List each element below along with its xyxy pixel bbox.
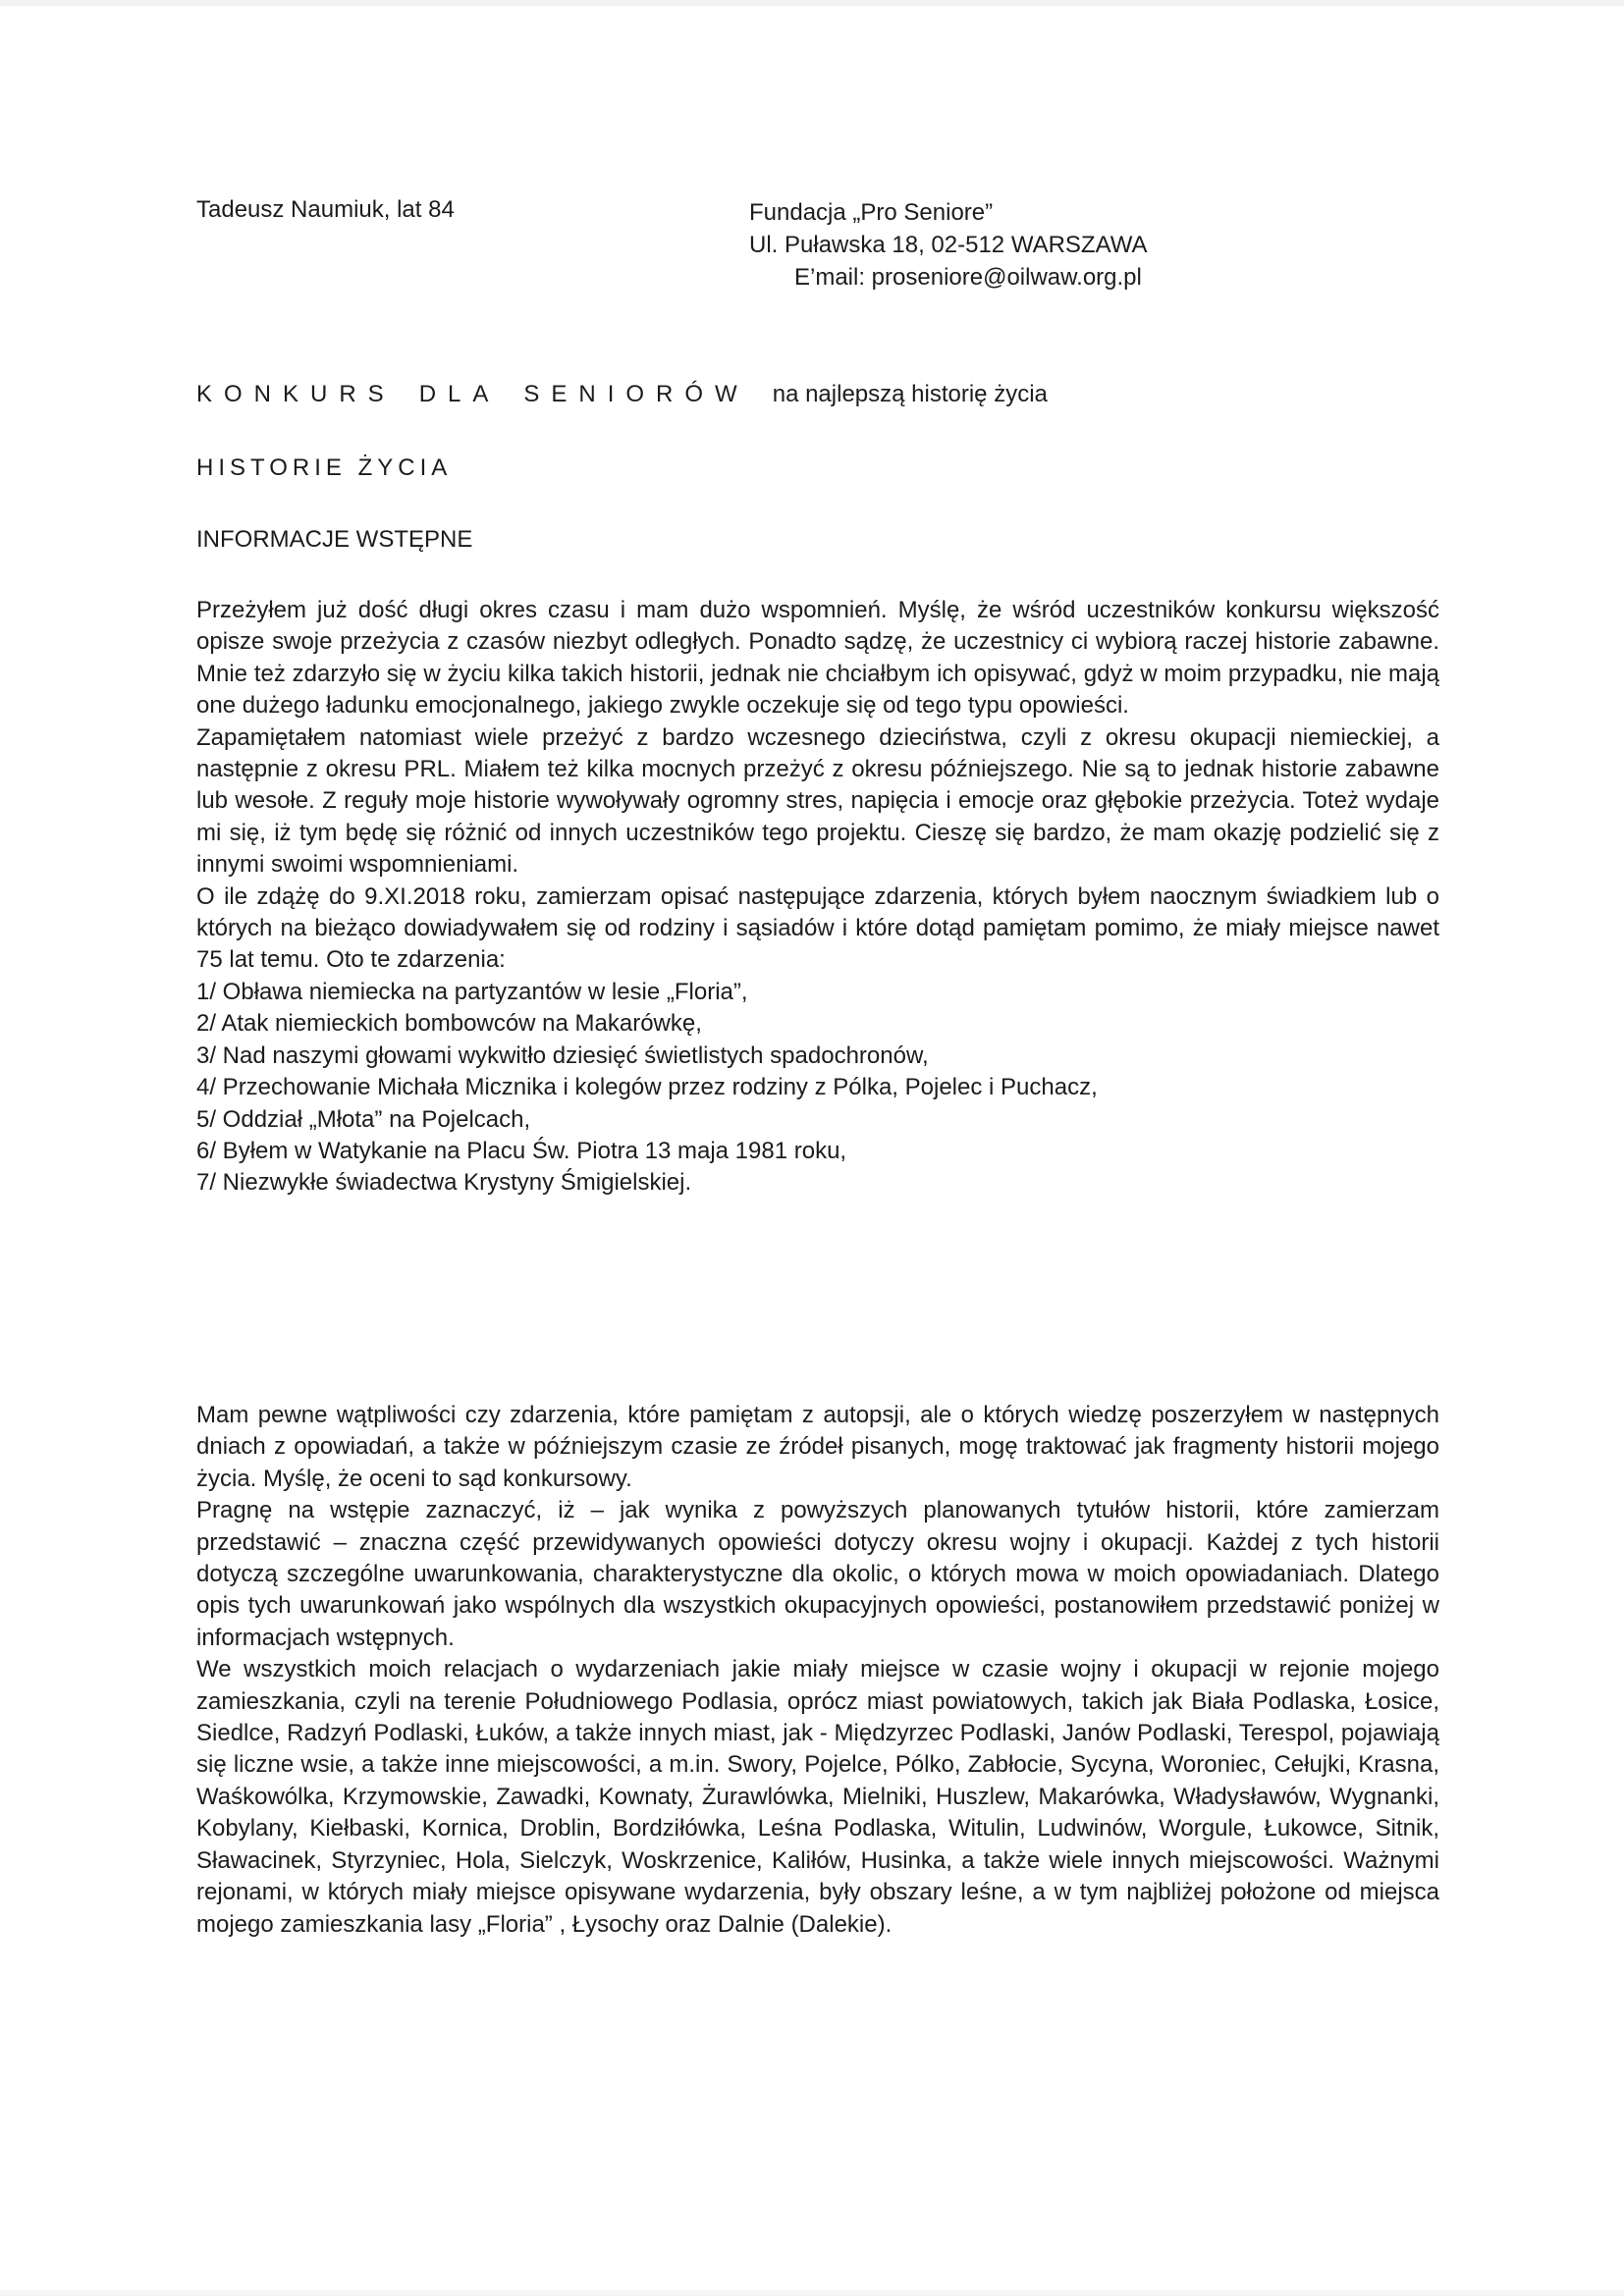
paragraph: Przeżyłem już dość długi okres czasu i mam dużo wspomnień. Myślę, że wśród uczestników konkursu większość opisze swoje przeżycia z czasów niezbyt odległych. Ponadto sądzę, że uczestnicy ci wybiorą raczej historie zabawne. Mnie też zdarzyło się w życiu kilka takich historii, jednak nie chciałbym ich opisywać, gdyż w moim przypadku, nie mają one dużego ładunku emocjonalnego, jakiego zwykle oczekuje się od tego typu opowieści. [196,597,1439,720]
scan-edge-bottom [0,2290,1624,2296]
event-list-item: 5/ Oddział „Młota” na Pojelcach, [196,1105,531,1133]
paragraph: Zapamiętałem natomiast wiele przeżyć z bardzo wczesnego dzieciństwa, czyli z okresu okupacji niemieckiej, a następnie z okresu PRL. Miałem też kilka mocnych przeżyć z okresu późniejszego. Nie są to jednak historie zabawne lub wesołe. Z reguły moje historie wywoływały ogromny stres, napięcia i emocje oraz głębokie przeżycia. Toteż wydaje mi się, iż tym będę się różnić od innych uczestników tego projektu. Cieszę się bardzo, że mam okazję podzielić się z innymi swoimi wspomnieniami. [196,723,1439,879]
contest-title [196,381,1048,408]
contest-title-word-1: KONKURS [196,381,396,407]
event-list-item: 1/ Obława niemiecka na partyzantów w lesie „Floria”, [196,978,748,1005]
paragraph: We wszystkich moich relacjach o wydarzeniach jakie miały miejsce w czasie wojny i okupacji w rejonie mojego zamieszkania, czyli na terenie Południowego Podlasia, oprócz miast powiatowych, takich jak Biała Podlaska, Łosice, Siedlce, Radzyń Podlaski, Łuków, a także innych miast, jak - Międzyrzec Podlaski, Janów Podlaski, Terespol, pojawiają się liczne wsie, a także inne miejscowości, a m.in. Swory, Pojelce, Pólko, Zabłocie, Sycyna, Woroniec, Cełujki, Krasna, Waśkowólka, Krzymowskie, Zawadki, Kownaty, Żurawlówka, Mielniki, Huszlew, Makarówka, Władysławów, Wygnanki, Kobylany, Kiełbaski, Kornica, Droblin, Bordziłówka, Leśna Podlaska, Witulin, Ludwinów, Worgule, Łukowce, Sitnik, Sławacinek, Styrzyniec, Hola, Sielczyk, Woskrzenice, Kaliłów, Husinka, a także wiele innych miejscowości. Ważnymi rejonami, w których miały miejsce opisywane wydarzenia, były obszary leśne, a w tym najbliżej położone od miejsca mojego zamieszkania lasy „Floria” , Łysochy oraz Dalnie (Dalekie). [196,1656,1439,1938]
recipient-street: Ul. Puławska 18, 02-512 WARSZAWA [749,232,1148,258]
contest-title-word-2: DLA [418,381,501,407]
recipient-email: E’mail: proseniore@oilwaw.org.pl [794,264,1142,291]
contest-title-rest: na najlepszą historię życia [772,381,1048,407]
recipient-address-block [749,196,1147,294]
paragraph: O ile zdążę do 9.XI.2018 roku, zamierzam opisać następujące zdarzenia, których byłem naocznym świadkiem lub o których na bieżąco dowiadywałem się od rodziny i sąsiadów i które dotąd pamiętam pomimo, że miały miejsce nawet 75 lat temu. Oto te zdarzenia: [196,882,1439,974]
author-line: Tadeusz Naumiuk, lat 84 [196,196,455,223]
closing-text-block [196,1400,1439,1941]
paragraph: Mam pewne wątpliwości czy zdarzenia, które pamiętam z autopsji, ale o których wiedzę poszerzyłem w następnych dniach z opowiadań, a także w późniejszym czasie ze źródeł pisanych, mogę traktować jak fragmenty historii mojego życia. Myślę, że oceni to sąd konkursowy. [196,1402,1439,1492]
subtitle: HISTORIE ŻYCIA [196,454,453,481]
event-list-item: 7/ Niezwykłe świadectwa Krystyny Śmigielskiej. [196,1169,692,1197]
event-list-item: 2/ Atak niemieckich bombowców na Makarówkę, [196,1010,702,1038]
event-list-item: 3/ Nad naszymi głowami wykwitło dziesięć świetlistych spadochronów, [196,1041,929,1069]
scan-edge-top [0,0,1624,6]
section-heading: INFORMACJE WSTĘPNE [196,526,473,553]
paragraph: Pragnę na wstępie zaznaczyć, iż – jak wynika z powyższych planowanych tytułów historii, które zamierzam przedstawić – znaczna część przewidywanych opowieści dotyczy okresu wojny i okupacji. Każdej z tych historii dotyczą szczególne uwarunkowania, charakterystyczne dla okolic, o których mowa w moich opowiadaniach. Dlatego opis tych uwarunkowań jako wspólnych dla wszystkich okupacyjnych opowieści, postanowiłem przedstawić poniżej w informacjach wstępnych. [196,1497,1439,1651]
event-list-item: 4/ Przechowanie Michała Micznika i kolegów przez rodziny z Pólka, Pojelec i Puchacz, [196,1074,1098,1101]
recipient-name: Fundacja „Pro Seniore” [749,199,994,226]
contest-title-word-3: SENIORÓW [523,381,749,407]
intro-text-block [196,595,1439,1200]
event-list-item: 6/ Byłem w Watykanie na Placu Św. Piotra 13 maja 1981 roku, [196,1137,847,1164]
